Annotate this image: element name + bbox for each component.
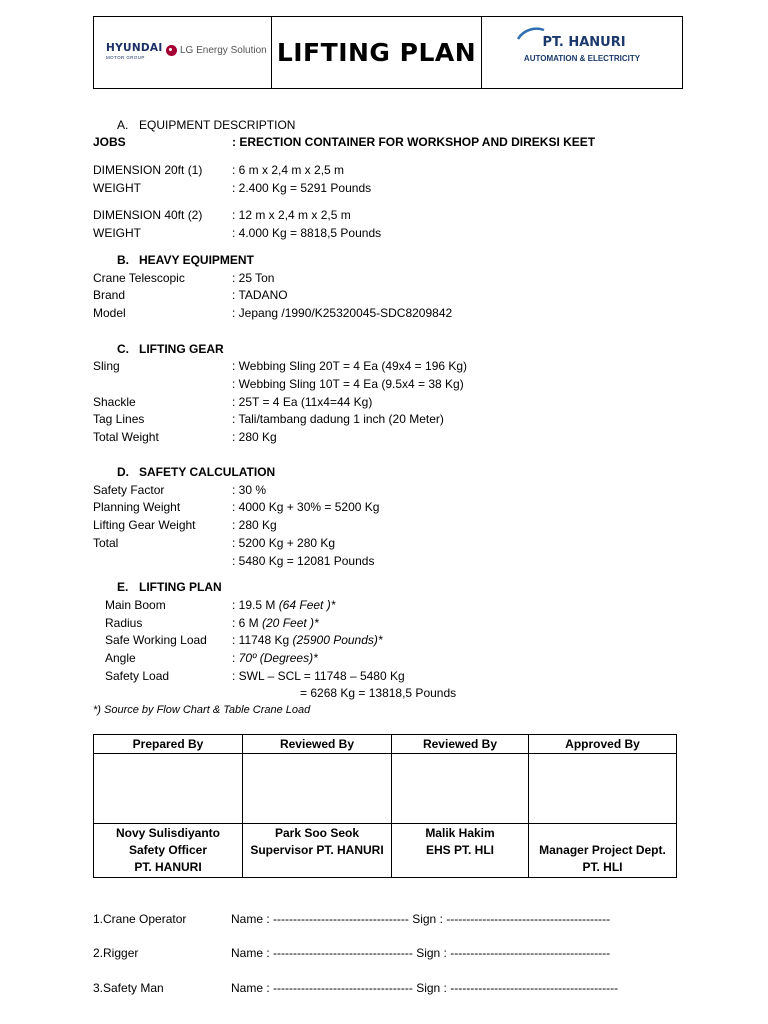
signature-box-1[interactable] bbox=[94, 754, 243, 824]
signatory-name: Malik Hakim bbox=[425, 826, 495, 840]
signatory-company: PT. HANURI bbox=[134, 860, 202, 874]
signatory-role: Supervisor PT. HANURI bbox=[250, 843, 384, 857]
signatory-name: Novy Sulisdiyanto bbox=[115, 826, 221, 840]
rigger-sign-line[interactable]: Name : ----------------------------------- Sign : ---------------------------------------- bbox=[231, 946, 611, 960]
signature-space-row bbox=[94, 754, 677, 824]
section-c-heading: C. LIFTING GEAR bbox=[117, 342, 224, 356]
signatory-4 bbox=[529, 824, 677, 878]
signature-box-3[interactable] bbox=[392, 754, 529, 824]
company-tagline: AUTOMATION & ELECTRICITY bbox=[523, 54, 641, 63]
hyundai-logo bbox=[106, 42, 163, 60]
reviewed-by-header-2: Reviewed By bbox=[392, 735, 529, 754]
client-logos bbox=[94, 17, 272, 88]
signatory-row bbox=[94, 824, 677, 878]
signatory-1 bbox=[94, 824, 243, 878]
hyundai-subtext: MOTOR GROUP bbox=[106, 55, 145, 60]
hyundai-wordmark: HYUNDAI bbox=[106, 42, 163, 54]
signatory-company: PT. HLI bbox=[582, 860, 623, 874]
hanuri-logo bbox=[482, 27, 682, 63]
company-logo-cell bbox=[482, 17, 682, 88]
section-e-heading: E. LIFTING PLAN bbox=[117, 580, 222, 594]
signatory-role: Safety Officer bbox=[128, 843, 208, 857]
lg-wordmark: LG Energy Solution bbox=[180, 45, 267, 56]
signatory-role: Manager Project Dept. bbox=[539, 843, 666, 857]
signature-table bbox=[93, 734, 677, 878]
document-header bbox=[93, 16, 683, 89]
crane-operator-sign-line[interactable]: Name : ---------------------------------- Sign : ----------------------------------------- bbox=[231, 912, 611, 926]
title-cell bbox=[272, 17, 482, 88]
approved-by-header: Approved By bbox=[529, 735, 677, 754]
signature-header-row bbox=[94, 735, 677, 754]
prepared-by-header: Prepared By bbox=[94, 735, 243, 754]
lg-emblem-icon bbox=[166, 45, 177, 56]
signatory-role: EHS PT. HLI bbox=[425, 843, 494, 857]
signature-box-2[interactable] bbox=[243, 754, 392, 824]
company-name: PT. HANURI bbox=[542, 35, 626, 50]
section-d-heading: D. SAFETY CALCULATION bbox=[117, 465, 276, 479]
signature-box-4[interactable] bbox=[529, 754, 677, 824]
reviewed-by-header: Reviewed By bbox=[243, 735, 392, 754]
section-a-heading: A. EQUIPMENT DESCRIPTION bbox=[117, 118, 296, 132]
source-note: *) Source by Flow Chart & Table Crane Load bbox=[93, 704, 311, 716]
section-b-heading: B. HEAVY EQUIPMENT bbox=[117, 253, 254, 267]
signatory-name: Park Soo Seok bbox=[274, 826, 360, 840]
page-title: LIFTING PLAN bbox=[276, 38, 477, 67]
signatory-2 bbox=[243, 824, 392, 878]
signatory-3 bbox=[392, 824, 529, 878]
safety-man-sign-line[interactable]: Name : ----------------------------------- Sign : ------------------------------------------ bbox=[231, 981, 619, 995]
lg-logo bbox=[166, 45, 267, 56]
